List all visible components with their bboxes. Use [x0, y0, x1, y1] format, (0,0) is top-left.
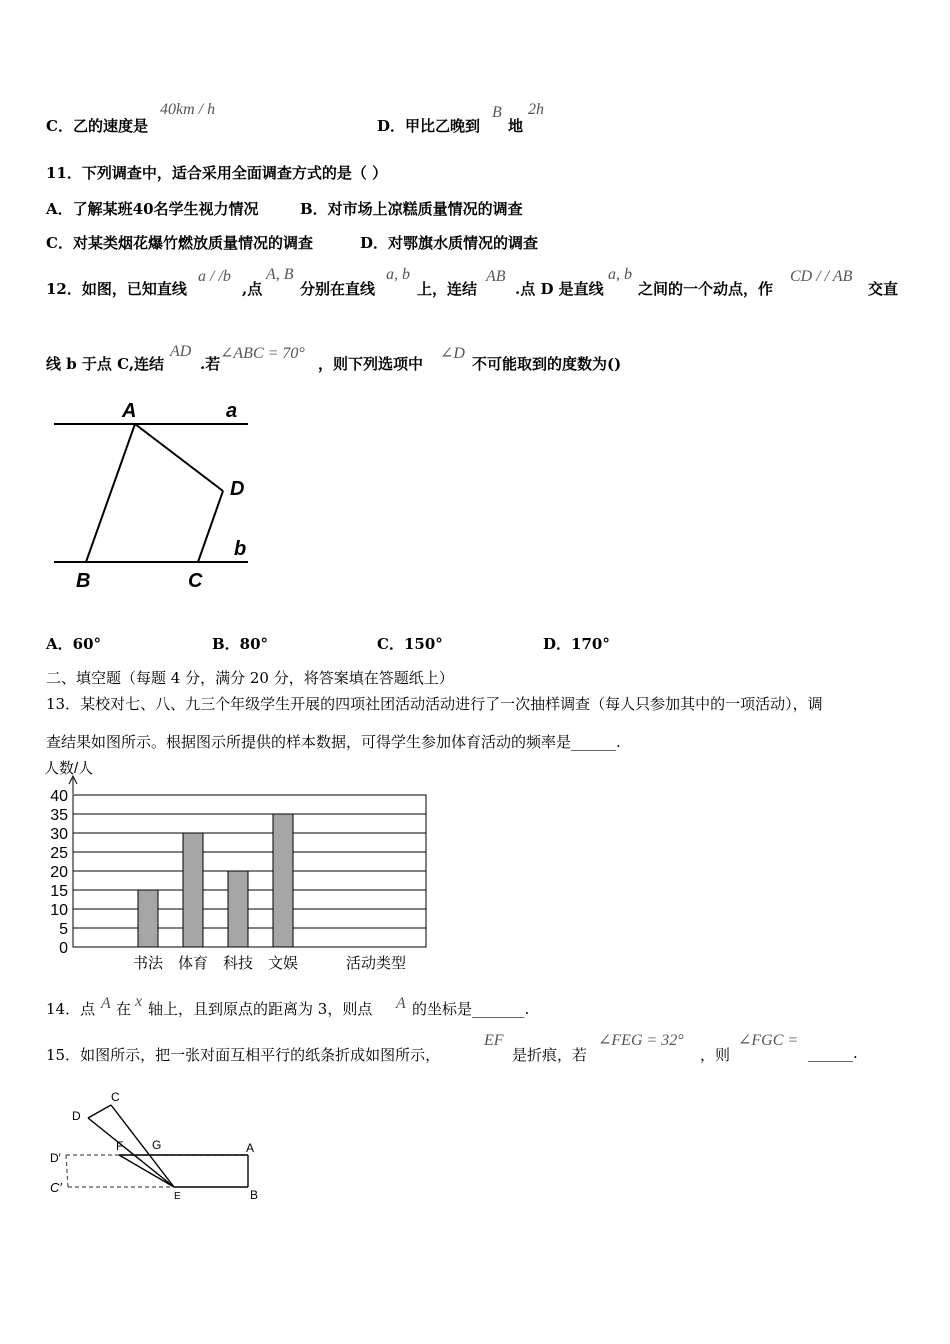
q12-math-1: a / /b [198, 268, 231, 285]
q12-text-1c: 分别在直线 [300, 280, 376, 298]
option-text: 乙的速度是 [72, 117, 148, 135]
q12-text-1g: 交直 [868, 280, 899, 298]
q12-option-a: A．60° [46, 635, 102, 653]
label-D: D [230, 478, 245, 500]
q14-math-1: A [101, 995, 111, 1012]
edge-dc [88, 1105, 111, 1118]
label-a: a [226, 400, 238, 422]
q12-text-2b: .若 [200, 355, 221, 373]
q15-math-2: ∠FEG = 32° [598, 1032, 684, 1049]
q12-math-9: ∠D [440, 345, 465, 362]
q12-geometry-figure [40, 395, 280, 600]
chart-xtick-label: 书法 [132, 955, 164, 972]
label-C-prime: C′ [50, 1180, 62, 1195]
chart-bar [273, 814, 293, 947]
q10-option-d [377, 115, 480, 136]
q11-option-c: C．对某类烟花爆竹燃放质量情况的调查 [46, 234, 313, 252]
q11-option-d: D．对鄂旗水质情况的调查 [360, 234, 539, 252]
label-G: G [152, 1138, 162, 1152]
q15-text-c: ，则 [700, 1046, 731, 1064]
option-prefix: C． [46, 117, 73, 135]
q12-math-4: AB [486, 268, 506, 285]
option-text: 甲比乙晚到 [405, 117, 481, 135]
q12-text-2d: 不可能取到的度数为() [472, 355, 622, 373]
label-A: A [122, 400, 137, 422]
chart-xtick-label: 文娱 [267, 955, 299, 972]
q12-math-8: ∠ABC = 70° [220, 345, 305, 362]
chart-ylabel: 人数/人 [44, 760, 94, 777]
crease-fe [119, 1155, 174, 1187]
q15-math-3: ∠FGC = [738, 1032, 799, 1049]
chart-ytick-label: 5 [59, 921, 68, 938]
q14-text-b: 在 [116, 1000, 132, 1018]
chart-bar [228, 871, 248, 947]
chart-ytick-label: 20 [50, 864, 68, 881]
option-prefix: D． [377, 117, 406, 135]
chart-ytick-label: 15 [50, 883, 68, 900]
q12-math-2: A, B [266, 266, 294, 283]
label-b: b [234, 538, 247, 560]
section-heading: 二、填空题（每题 4 分，满分 20 分，将答案填在答题纸上） [46, 669, 454, 687]
q15-math-1: EF [484, 1032, 504, 1049]
q12-text-2c: ，则下列选项中 [318, 355, 424, 373]
label-D: D [72, 1109, 81, 1123]
q12-option-d: D．170° [543, 635, 610, 653]
chart-ytick-label: 0 [59, 940, 68, 957]
q13-line-1: 13．某校对七、八、九三个年级学生开展的四项社团活动活动进行了一次抽样调查（每人只参加其中的一项活动），调 [46, 695, 823, 713]
q11-stem: 11．下列调查中，适合采用全面调查方式的是（ ） [46, 164, 388, 182]
q13-line-2: 查结果如图所示。根据图示所提供的样本数据，可得学生参加体育活动的频率是______. [46, 733, 621, 751]
q12-text-1f: 之间的一个动点，作 [638, 280, 774, 298]
segment-ad [135, 424, 223, 491]
chart-ytick-label: 25 [50, 845, 68, 862]
q12-math-5: a, b [608, 266, 632, 283]
edge-de [88, 1118, 174, 1187]
dashed-edge-left [66, 1155, 68, 1187]
label-B: B [76, 570, 91, 592]
q10-d-math2: 2h [528, 101, 544, 118]
segment-dc [198, 491, 223, 562]
q14-text-a: 14．点 [46, 1000, 96, 1018]
q15-text-a: 15．如图所示，把一张对面互相平行的纸条折成如图所示， [46, 1046, 441, 1064]
q12-option-b: B．80° [212, 635, 269, 653]
label-C: C [111, 1090, 120, 1104]
q14-math-3: A [396, 995, 406, 1012]
label-E: E [174, 1191, 181, 1202]
label-B: B [250, 1188, 259, 1202]
chart-xlabel: 活动类型 [346, 955, 407, 972]
q11-option-b: B．对市场上凉糕质量情况的调查 [300, 200, 523, 218]
chart-ytick-label: 35 [50, 807, 68, 824]
q12-text-1a: 12．如图，已知直线 [46, 280, 187, 298]
chart-ytick-label: 10 [50, 902, 68, 919]
label-C: C [188, 570, 203, 592]
q12-text-1d: 上，连结 [417, 280, 478, 298]
q12-text-1b: ,点 [242, 280, 263, 298]
q15-fold-figure [44, 1085, 274, 1210]
q14-text-c: 轴上，且到原点的距离为 3，则点 [148, 1000, 373, 1018]
chart-bar [183, 833, 203, 947]
label-D-prime: D′ [50, 1151, 61, 1165]
q15-text-d: ______. [808, 1044, 858, 1062]
q12-text-1e: .点 D 是直线 [515, 280, 604, 298]
label-A: A [246, 1141, 255, 1155]
chart-bar [138, 890, 158, 947]
q14-text-d: 的坐标是_______. [412, 1000, 530, 1018]
q12-math-3: a, b [386, 266, 410, 283]
chart-ytick-label: 30 [50, 826, 68, 843]
chart-xtick-label: 科技 [222, 955, 254, 972]
q10-d-math1: B [492, 104, 502, 121]
chart-ytick-label: 40 [50, 788, 68, 805]
q10-c-math: 40km / h [160, 101, 216, 118]
segment-ab [86, 424, 135, 562]
q12-text-2a: 线 b 于点 C,连结 [46, 355, 165, 373]
q12-math-6: CD / / AB [790, 268, 853, 285]
q12-math-7: AD [170, 343, 192, 360]
q12-option-c: C．150° [377, 635, 443, 653]
q13-bar-chart [40, 756, 440, 976]
q11-option-a: A．了解某班40名学生视力情况 [46, 200, 259, 218]
q14-math-2: x [135, 993, 143, 1010]
chart-xtick-label: 体育 [177, 955, 209, 972]
q10-d-text2: 地 [508, 117, 524, 135]
q10-option-c [46, 115, 148, 136]
q15-text-b: 是折痕，若 [512, 1046, 588, 1064]
label-F: F [116, 1139, 124, 1153]
